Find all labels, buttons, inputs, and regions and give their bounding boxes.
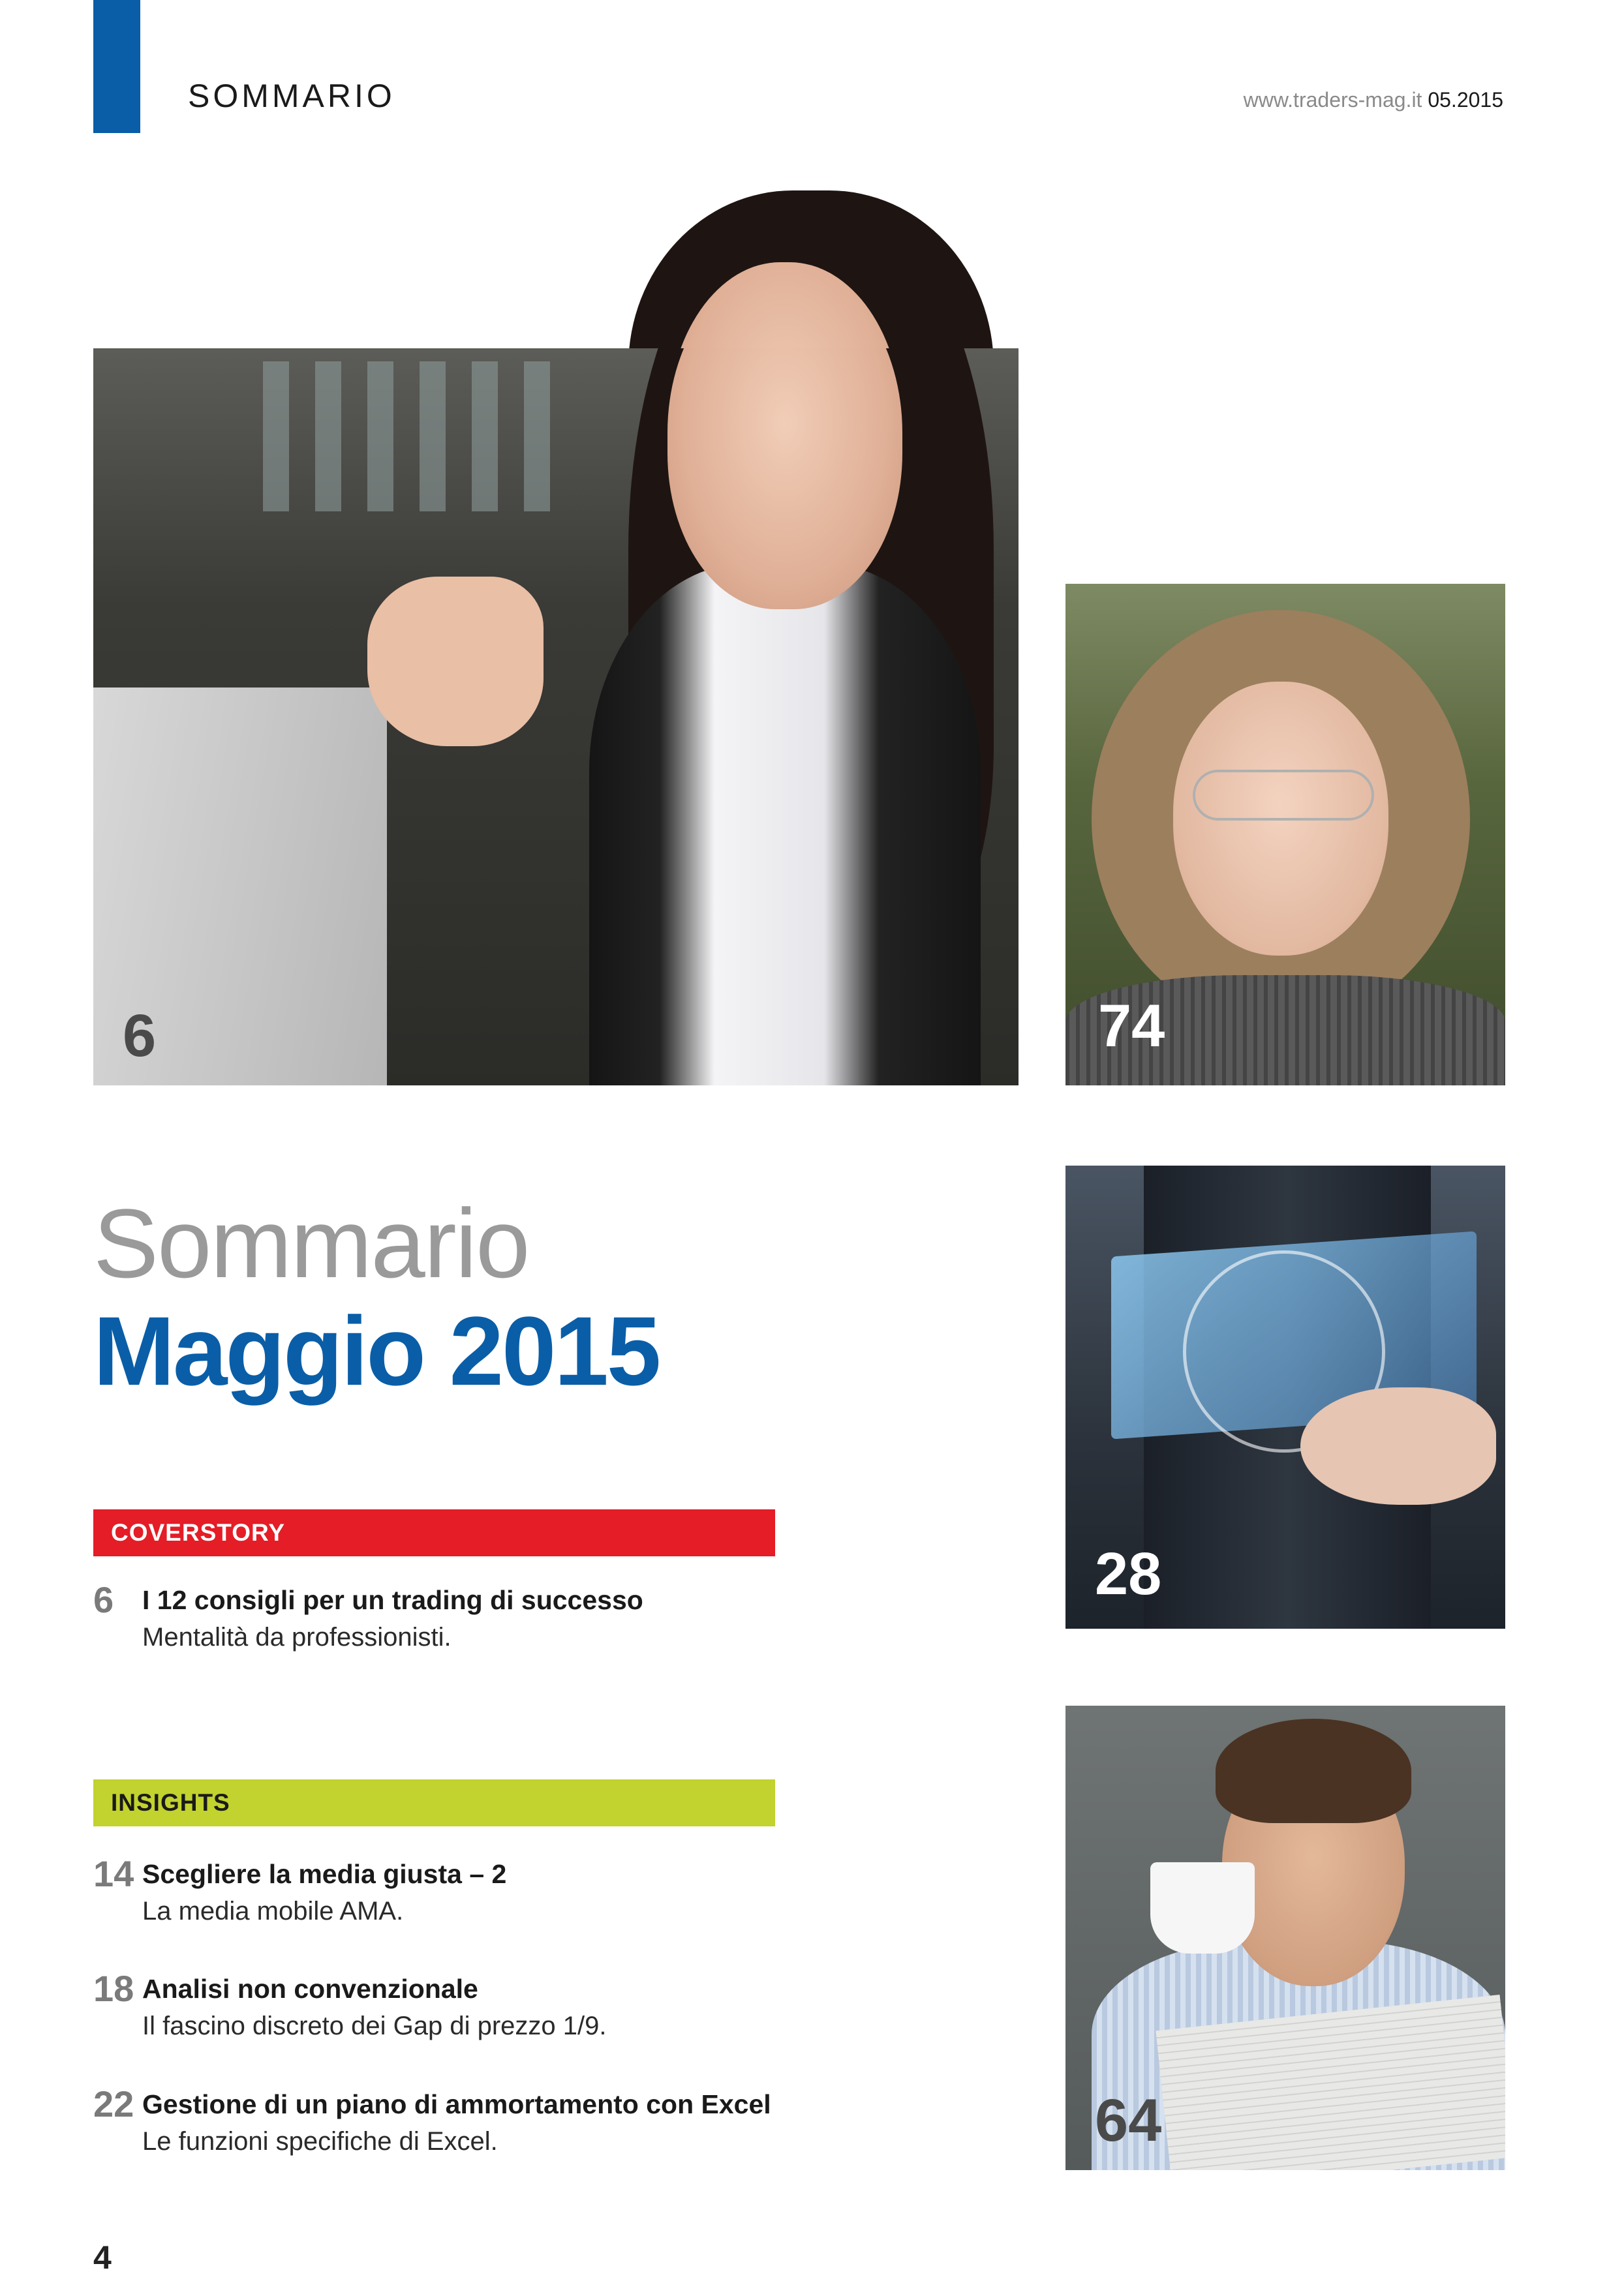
photo-page-number: 74 bbox=[1098, 993, 1165, 1059]
title-issue: Maggio 2015 bbox=[93, 1296, 660, 1406]
article-subtitle: Le funzioni specifiche di Excel. bbox=[142, 2127, 498, 2156]
page-number: 4 bbox=[93, 2239, 112, 2276]
article-page: 22 bbox=[93, 2083, 134, 2124]
window-shape bbox=[524, 361, 550, 511]
window-shape bbox=[472, 361, 498, 511]
header-accent-bar bbox=[93, 0, 140, 133]
photo-6-head-extension bbox=[628, 190, 1007, 360]
article-page: 14 bbox=[93, 1853, 134, 1894]
photo-page-number: 64 bbox=[1095, 2087, 1162, 2154]
photo-cup-shape bbox=[1150, 1862, 1255, 1954]
header-section-label: SOMMARIO bbox=[188, 78, 395, 114]
photo-74 bbox=[1065, 584, 1505, 1085]
article-title[interactable]: I 12 consigli per un trading di successo bbox=[142, 1585, 643, 1615]
photo-thumbs-up-shape bbox=[367, 577, 544, 746]
article-page: 18 bbox=[93, 1968, 134, 2009]
photo-hand-shape bbox=[1300, 1387, 1496, 1505]
header-website: www.traders-mag.it bbox=[1243, 88, 1422, 112]
article-title[interactable]: Analisi non convenzionale bbox=[142, 1974, 478, 2004]
photo-page-number: 28 bbox=[1095, 1541, 1162, 1607]
article-title[interactable]: Scegliere la media giusta – 2 bbox=[142, 1859, 507, 1889]
photo-hair-shape bbox=[1216, 1719, 1411, 1823]
photo-glasses-shape bbox=[1193, 770, 1374, 821]
window-shape bbox=[420, 361, 446, 511]
photo-28 bbox=[1065, 1166, 1505, 1629]
cover-photo-6 bbox=[93, 348, 1019, 1085]
article-subtitle: La media mobile AMA. bbox=[142, 1897, 404, 1926]
header-meta bbox=[1244, 88, 1503, 112]
photo-page-number: 6 bbox=[123, 1003, 157, 1069]
article-subtitle: Il fascino discreto dei Gap di prezzo 1/9. bbox=[142, 2012, 607, 2040]
article-subtitle: Mentalità da professionisti. bbox=[142, 1623, 452, 1652]
section-insights: INSIGHTS bbox=[93, 1779, 775, 1826]
window-shape bbox=[263, 361, 289, 511]
article-page: 6 bbox=[93, 1579, 114, 1620]
title-sommario: Sommario bbox=[93, 1188, 529, 1298]
header-issue: 05.2015 bbox=[1428, 88, 1503, 112]
article-title[interactable]: Gestione di un piano di ammortamento con Excel bbox=[142, 2089, 771, 2119]
photo-64 bbox=[1065, 1706, 1505, 2170]
window-shape bbox=[315, 361, 341, 511]
photo-shirt-shape bbox=[589, 564, 981, 1085]
section-coverstory: COVERSTORY bbox=[93, 1509, 775, 1556]
window-shape bbox=[367, 361, 393, 511]
